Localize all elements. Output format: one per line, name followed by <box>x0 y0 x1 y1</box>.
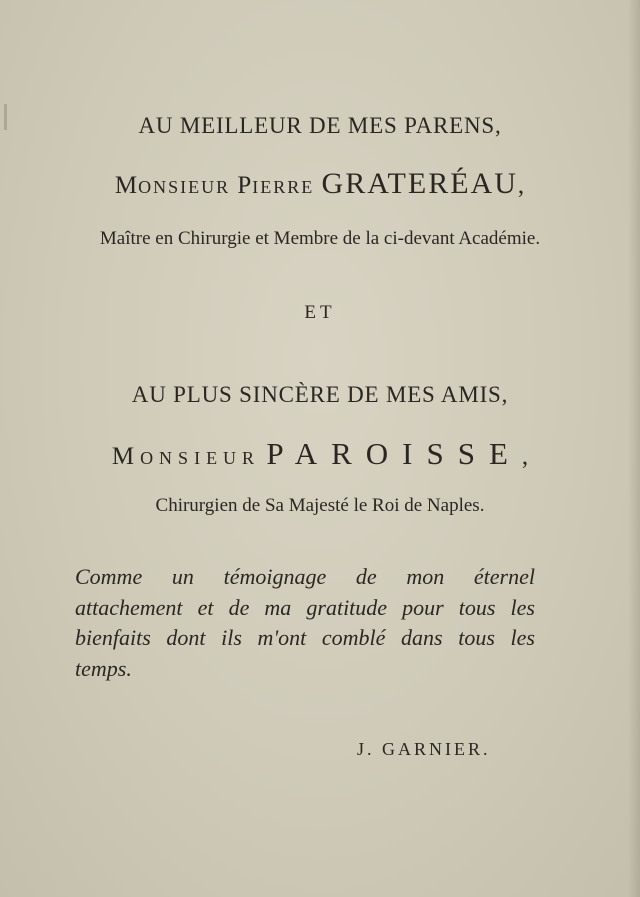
person-1-name <box>0 169 640 199</box>
dedication-heading-1: AU MEILLEUR DE MES PARENS, <box>138 113 502 138</box>
person-2-surname: PAROISSE <box>266 436 522 471</box>
dedication-heading-2: AU PLUS SINCÈRE DE MES AMIS, <box>131 382 509 407</box>
conjunction: ET <box>304 302 336 323</box>
person-1-middle-rest: IERRE <box>252 177 315 197</box>
person-1-title: Maître en Chirurgie et Membre de la ci-devant Académie. <box>99 228 541 249</box>
person-1-first-cap: M <box>114 172 139 199</box>
person-2-name <box>0 438 640 469</box>
dedication-body: Comme un témoignage de mon éternel attachement et de ma gratitude pour tous les bienfaits dont ils m'ont comblé dans tous les temps. <box>75 564 535 681</box>
signature: J. GARNIER. <box>357 739 491 759</box>
person-1-surname: GRATERÉAU <box>321 167 518 200</box>
person-2-suffix: , <box>521 443 529 470</box>
person-1-middle-cap: P <box>237 172 253 199</box>
person-1-first-rest: ONSIEUR <box>138 177 231 197</box>
person-2-title: Chirurgien de Sa Majesté le Roi de Naples. <box>155 495 485 516</box>
person-2-first-rest: ONSIEUR <box>140 448 261 468</box>
person-2-first-cap: M <box>111 443 141 470</box>
person-1-suffix: , <box>517 172 526 199</box>
